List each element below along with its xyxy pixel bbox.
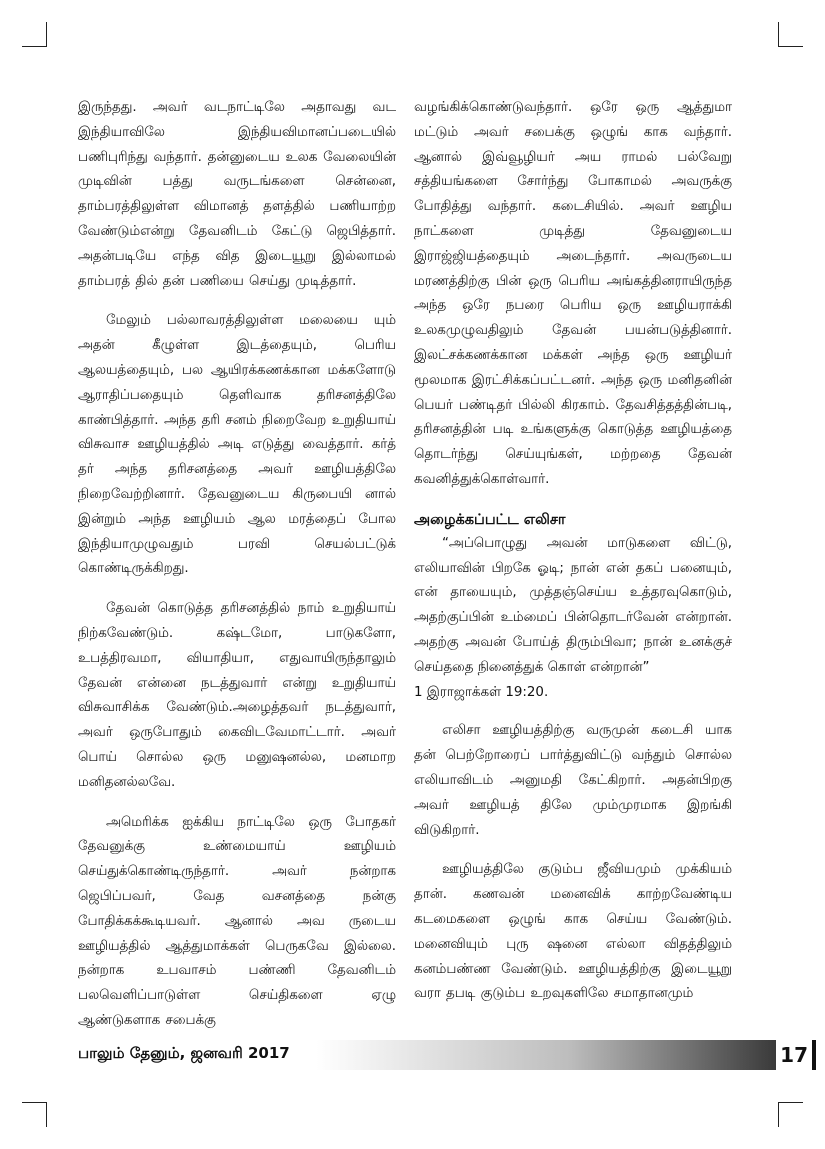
scripture-quote <box>414 532 732 706</box>
scripture-reference: 1 இராஜாக்கள் 19:20. <box>414 684 549 700</box>
paragraph-american-pastor: அமெரிக்க ஐக்கிய நாட்டிலே ஒரு போதகர் தேவனுக்கு உண்மையாய் ஊழியம் செய்துக்கொண்டிருந்தார். அவர் நன்றாக ஜெபிப்பவர், வேத வசனத்தை நன்கு போதிக்கக்கூடியவர். ஆனால் அவ ருடைய ஊழியத்தில் ஆத்துமாக்கள் பெருகவே இல்லை. நன்றாக உபவாசம் பண்ணி தேவனிடம் பலவெளிப்பாடுள்ள செய்திகளை ஏழு ஆண்டுகளாக சபைக்கு <box>78 814 396 1028</box>
left-column <box>78 96 396 1049</box>
paragraph-billy-graham: வழங்கிக்கொண்டுவந்தார். ஒரே ஒரு ஆத்துமா மட்டும் அவர் சபைக்கு ஒழுங் காக வந்தார். ஆனால் இவ்வூழியர் அய ராமல் பல்வேறு சத்தியங்களை சோர்ந்து போகாமல் அவருக்கு போதித்து வந்தார். கடைசியில். அவர் ஊழிய நாட்களை முடித்து தேவனுடைய இராஜ்ஜியத்தையும் அடைந்தார். அவருடைய மரணத்திற்கு பின் ஒரு பெரிய அங்கத்தினராயிருந்த அந்த ஒரே நபரை பெரிய ஒரு ஊழியராக்கி உலகமுழுவதிலும் தேவன் பயன்படுத்தினார். இலட்சக்கணக்கான மக்கள் அந்த ஒரு ஊழியர் மூலமாக இரட்சிக்கப்பட்டனர். அந்த ஒரு மனிதனின் பெயர் பண்டிதர் பில்லி கிரகாம். தேவசித்தத்தின்படி, தரிசனத்தின் படி உங்களுக்கு கொடுத்த ஊழியத்தை தொடர்ந்து செய்யுங்கள், மற்றதை தேவன் கவனித்துக்கொள்வார். <box>414 100 732 487</box>
paragraph-pallavaram-vision: மேலும் பல்லாவரத்திலுள்ள மலையை யும் அதன் கீழுள்ள இடத்தையும், பெரிய ஆலயத்தையும், பல ஆயிரக்கணக்கான மக்களோடு ஆராதிப்பதையும் தெளிவாக தரிசனத்திலே காண்பித்தார். அந்த தரி சனம் நிறைவேற உறுதியாய் விசுவாச ஊழியத்தில் அடி எடுத்து வைத்தார். கர்த் தர் அந்த தரிசனத்தை அவர் ஊழியத்திலே நிறைவேற்றினார். தேவனுடைய கிருபையி னால் இன்றும் அந்த ஊழியம் ஆல மரத்தைப் போல இந்தியாமுழுவதும் பரவி செயல்பட்டுக் கொண்டிருக்கிறது. <box>78 313 396 577</box>
paragraph-elisha: எலிசா ஊழியத்திற்கு வருமுன் கடைசி யாக தன் பெற்றோரைப் பார்த்துவிட்டு வந்தும் சொல்ல எலியாவிடம் அனுமதி கேட்கிறார். அதன்பிறகு அவர் ஊழியத் திலே மும்முரமாக இறங்கி விடுகிறார். <box>414 723 732 838</box>
crop-mark-bottom-right <box>778 1102 803 1127</box>
page-number: 17 <box>776 1040 816 1070</box>
crop-mark-top-right <box>778 22 803 47</box>
crop-mark-bottom-left <box>22 1102 47 1127</box>
crop-mark-top-left <box>22 22 47 47</box>
page-footer <box>78 1040 808 1070</box>
magazine-title: பாலும் தேனும், ஜனவரி 2017 <box>78 1044 290 1062</box>
paragraph-continued: இருந்தது. அவர் வடநாட்டிலே அதாவது வட இந்தியாவிலே இந்தியவிமானப்படையில் பணிபுரிந்து வந்தார். தன்னுடைய உலக வேலையின் முடிவின் பத்து வருடங்களை சென்னை, தாம்பரத்திலுள்ள விமானத் தளத்தில் பணியாற்ற வேண்டும்என்று தேவனிடம் கேட்டு ஜெபித்தார். அதன்படியே எந்த வித இடையூறு இல்லாமல் தாம்பரத் தில் தன் பணியை செய்து முடித்தார். <box>78 100 396 289</box>
paragraph-family-life: ஊழியத்திலே குடும்ப ஜீவியமும் முக்கியம் தான். கணவன் மனைவிக் காற்றவேண்டிய கடமைகளை ஒழுங் காக செய்ய வேண்டும். மனைவியும் புரு ஷனை எல்லா விதத்திலும் கனம்பண்ண வேண்டும். ஊழியத்திற்கு இடையூறு வரா தபடி குடும்ப உறவுகளிலே சமாதானமும் <box>414 862 732 1002</box>
quote-text: “அப்பொழுது அவன் மாடுகளை விட்டு, எலியாவின் பிறகே ஓடி; நான் என் தகப் பனையும், என் தாயையும், முத்தஞ்செய்ய உத்தரவுகொடும், அதற்குப்பின் உம்மைப் பின்தொடர்வேன் என்றான். அதற்கு அவன் போய்த் திரும்பிவா; நான் உனக்குச் செய்ததை நினைத்துக் கொள் என்றான்” <box>414 535 732 675</box>
right-column <box>414 96 732 1022</box>
footer-gradient-bar <box>316 1040 776 1070</box>
section-heading: அழைக்கப்பட்ட எலிசா <box>414 511 566 528</box>
paragraph-stand-firm: தேவன் கொடுத்த தரிசனத்தில் நாம் உறுதியாய் நிற்கவேண்டும். கஷ்டமோ, பாடுகளோ, உபத்திரவமா, வியாதியா, எதுவாயிருந்தாலும் தேவன் என்னை நடத்துவார் என்று உறுதியாய் விசுவாசிக்க வேண்டும்.அழைத்தவர் நடத்துவார், அவர் ஒருபோதும் கைவிடவேமாட்டார். அவர் பொய் சொல்ல ஒரு மனுஷனல்ல, மனமாற மனிதனல்லவே. <box>78 601 396 790</box>
